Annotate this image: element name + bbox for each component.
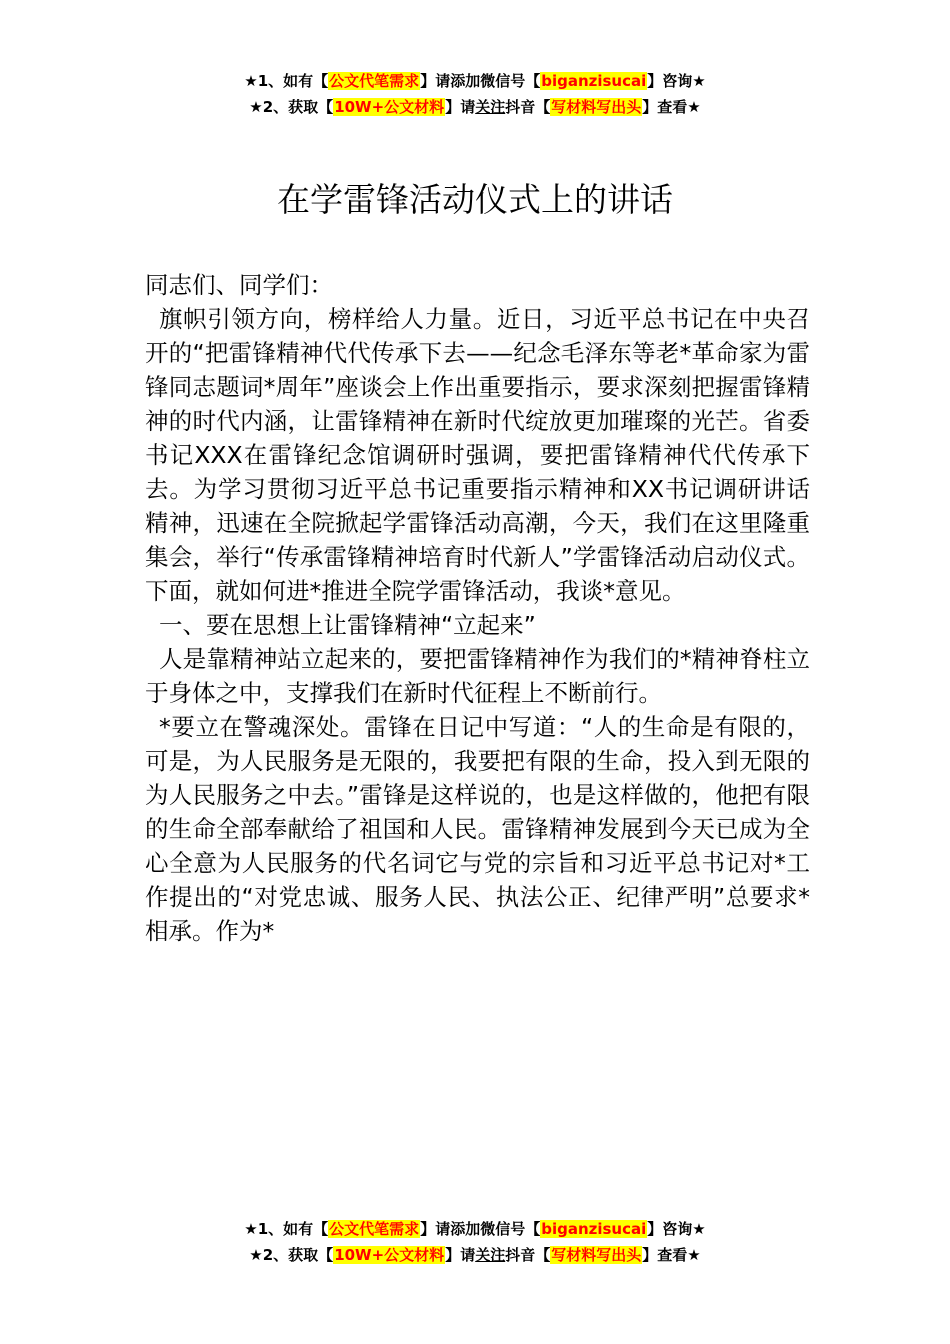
banner-line-1	[0, 1216, 950, 1242]
banner-highlight-wechat: biganzisucai	[541, 1220, 647, 1238]
salutation: 同志们、同学们：	[145, 271, 333, 299]
banner-line-2	[0, 1242, 950, 1268]
banner-highlight: 10W+公文材料	[334, 1246, 445, 1264]
banner-underline: 关注	[475, 1246, 506, 1264]
banner-text: ★1、如有【	[244, 72, 329, 90]
banner-text: 】请添加微信号【	[420, 1220, 541, 1238]
banner-line-2	[0, 94, 950, 120]
header-banner	[0, 68, 950, 120]
banner-text: 抖音【	[505, 98, 551, 116]
banner-text: 】查看★	[642, 1246, 701, 1264]
banner-text: ★2、获取【	[249, 1246, 334, 1264]
footer-banner	[0, 1216, 950, 1268]
banner-highlight: 公文代笔需求	[329, 1220, 420, 1238]
document-title: 在学雷锋活动仪式上的讲话	[277, 180, 673, 219]
banner-highlight: 公文代笔需求	[329, 72, 420, 90]
paragraph: 旗帜引领方向，榜样给人力量。近日，习近平总书记在中央召开的“把雷锋精神代代传承下去——纪念毛泽东等老*革命家为雷锋同志题词*周年”座谈会上作出重要指示，要求深刻把握雷锋精神的时代内涵，让雷锋精神在新时代绽放更加璀璨的光芒。省委书记XXX在雷锋纪念馆调研时强调，要把雷锋精神代代传承下去。为学习贯彻习近平总书记重要指示精神和XX书记调研讲话精神，迅速在全院掀起学雷锋活动高潮，今天，我们在这里隆重集会，举行“传承雷锋精神培育时代新人”学雷锋活动启动仪式。下面，就如何进*推进全院学雷锋活动，我谈*意见。	[145, 305, 810, 605]
banner-text: ★2、获取【	[249, 98, 334, 116]
banner-text: 】咨询★	[647, 72, 706, 90]
banner-highlight: 10W+公文材料	[334, 98, 445, 116]
paragraph: *要立在警魂深处。雷锋在日记中写道：“人的生命是有限的，可是，为人民服务是无限的，我要把有限的生命，投入到无限的为人民服务之中去。”雷锋是这样说的，也是这样做的，他把有限的生命全部奉献给了祖国和人民。雷锋精神发展到今天已成为全心全意为人民服务的代名词它与党的宗旨和习近平总书记对*工作提出的“对党忠诚、服务人民、执法公正、纪律严明”总要求*相承。作为*	[145, 713, 810, 945]
document-body	[145, 268, 810, 948]
banner-highlight-douyin: 写材料写出头	[551, 98, 642, 116]
banner-underline: 关注	[475, 98, 506, 116]
banner-text: ★1、如有【	[244, 1220, 329, 1238]
banner-text: 】请	[445, 98, 476, 116]
banner-highlight-douyin: 写材料写出头	[551, 1246, 642, 1264]
section-heading: 一、要在思想上让雷锋精神“立起来”	[159, 611, 536, 639]
paragraph: 人是靠精神站立起来的，要把雷锋精神作为我们的*精神脊柱立于身体之中，支撑我们在新时代征程上不断前行。	[145, 645, 810, 707]
banner-text: 】查看★	[642, 98, 701, 116]
banner-highlight-wechat: biganzisucai	[541, 72, 647, 90]
banner-text: 】请	[445, 1246, 476, 1264]
banner-line-1	[0, 68, 950, 94]
banner-text: 】请添加微信号【	[420, 72, 541, 90]
banner-text: 】咨询★	[647, 1220, 706, 1238]
banner-text: 抖音【	[505, 1246, 551, 1264]
